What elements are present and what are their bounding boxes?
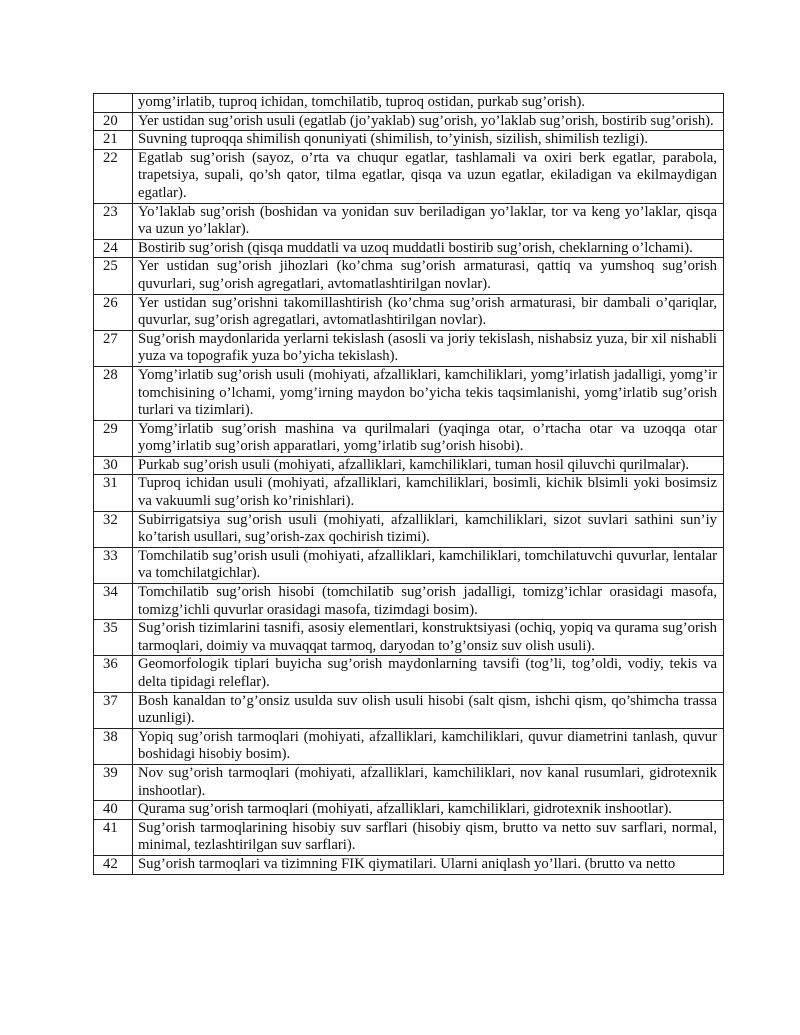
row-topic-text: Sug’orish tarmoqlari va tizimning FIK qiymatilari. Ularni aniqlash yo’llari. (brutto va netto — [133, 855, 724, 874]
row-topic-text: Tuproq ichidan usuli (mohiyati, afzalliklari, kamchiliklari, bosimli, kichik blsimli yoki bosimsiz va vakuumli sug’orish ko’rinishlari). — [133, 475, 724, 511]
row-number: 42 — [94, 855, 133, 874]
table-row — [94, 420, 724, 456]
table-row — [94, 620, 724, 656]
row-topic-text: Yo’laklab sug’orish (boshidan va yonidan suv beriladigan yo’laklar, tor va keng yo’laklar, qisqa va uzun yo’laklar). — [133, 203, 724, 239]
table-row — [94, 258, 724, 294]
row-number: 36 — [94, 656, 133, 692]
row-topic-text: Sug’orish tarmoqlarining hisobiy suv sarflari (hisobiy qism, brutto va netto suv sarflari, normal, minimal, tezlashtirilgan suv sarflari). — [133, 819, 724, 855]
table-row — [94, 764, 724, 800]
table-row — [94, 112, 724, 131]
table-row — [94, 511, 724, 547]
table-row — [94, 330, 724, 366]
row-topic-text: Subirrigatsiya sug’orish usuli (mohiyati, afzalliklari, kamchiliklari, sizot suvlari sathini sun’iy ko’tarish usullari, sug’orish-zax qochirish tizimi). — [133, 511, 724, 547]
row-number: 32 — [94, 511, 133, 547]
row-number — [94, 94, 133, 113]
row-number: 34 — [94, 584, 133, 620]
row-number: 38 — [94, 728, 133, 764]
row-number: 41 — [94, 819, 133, 855]
table-row — [94, 131, 724, 150]
row-number: 30 — [94, 456, 133, 475]
table-row — [94, 294, 724, 330]
row-number: 23 — [94, 203, 133, 239]
row-topic-text: Nov sug’orish tarmoqlari (mohiyati, afzalliklari, kamchiliklari, nov kanal rusumlari, gidrotexnik inshootlar). — [133, 764, 724, 800]
row-number: 25 — [94, 258, 133, 294]
row-topic-text: Sug’orish tizimlarini tasnifi, asosiy elementlari, konstruktsiyasi (ochiq, yopiq va qurama sug’orish tarmoqlari, doimiy va muvaqqat tarmoq, daryodan to’g’onsiz suv olish usuli). — [133, 620, 724, 656]
row-topic-text: Yer ustidan sug’orish jihozlari (ko’chma sug’orish armaturasi, qattiq va yumshoq sug’orish quvurlari, sug’orish agregatlari, avtomatlashtirilgan novlar). — [133, 258, 724, 294]
row-topic-text: Yomg’irlatib sug’orish mashina va qurilmalari (yaqinga otar, o’rtacha otar va uzoqqa otar yomg’irlatib sug’orish apparatlari, yomg’irlatib sug’orish hisobi). — [133, 420, 724, 456]
row-topic-text: yomg’irlatib, tuproq ichidan, tomchilatib, tuproq ostidan, purkab sug’orish). — [133, 94, 724, 113]
table-row — [94, 456, 724, 475]
row-topic-text: Suvning tuproqqa shimilish qonuniyati (shimilish, to’yinish, sizilish, shimilish tezligi). — [133, 131, 724, 150]
table-row — [94, 547, 724, 583]
row-topic-text: Yer ustidan sug’orishni takomillashtirish (ko’chma sug’orish armaturasi, bir dambali o’qariqlar, quvurlar, sug’orish agregatlari, avtomatlashtirilgan novlar). — [133, 294, 724, 330]
row-topic-text: Egatlab sug’orish (sayoz, o’rta va chuqur egatlar, tashlamali va oxiri berk egatlar, parabola, trapetsiya, supali, qo’sh qator, tilma egatlar, qisqa va uzun egatlar, ekiladigan va ekilmaydigan egatlar). — [133, 149, 724, 203]
row-number: 37 — [94, 692, 133, 728]
table-row — [94, 855, 724, 874]
row-number: 21 — [94, 131, 133, 150]
table-row — [94, 239, 724, 258]
row-number: 28 — [94, 366, 133, 420]
table-row — [94, 801, 724, 820]
row-number: 29 — [94, 420, 133, 456]
table-row — [94, 475, 724, 511]
row-topic-text: Tomchilatib sug’orish usuli (mohiyati, afzalliklari, kamchiliklari, tomchilatuvchi quvurlar, lentalar va tomchilatgichlar). — [133, 547, 724, 583]
table-row — [94, 728, 724, 764]
topics-table — [93, 93, 724, 875]
row-topic-text: Yer ustidan sug’orish usuli (egatlab (jo’yaklab) sug’orish, yo’laklab sug’orish, bostirib sug’orish). — [133, 112, 724, 131]
table-row — [94, 692, 724, 728]
row-topic-text: Bosh kanaldan to’g’onsiz usulda suv olish usuli hisobi (salt qism, ishchi qism, qo’shimcha trassa uzunligi). — [133, 692, 724, 728]
row-number: 22 — [94, 149, 133, 203]
row-number: 39 — [94, 764, 133, 800]
row-number: 31 — [94, 475, 133, 511]
row-topic-text: Geomorfologik tiplari buyicha sug’orish maydonlarning tavsifi (tog’li, tog’oldi, vodiy, tekis va delta tipidagi releflar). — [133, 656, 724, 692]
row-topic-text: Qurama sug’orish tarmoqlari (mohiyati, afzalliklari, kamchiliklari, gidrotexnik inshootlar). — [133, 801, 724, 820]
row-topic-text: Purkab sug’orish usuli (mohiyati, afzalliklari, kamchiliklari, tuman hosil qiluvchi qurilmalar). — [133, 456, 724, 475]
row-number: 40 — [94, 801, 133, 820]
table-row — [94, 366, 724, 420]
row-number: 26 — [94, 294, 133, 330]
row-number: 24 — [94, 239, 133, 258]
row-topic-text: Bostirib sug’orish (qisqa muddatli va uzoq muddatli bostirib sug’orish, cheklarning o’lchami). — [133, 239, 724, 258]
row-number: 33 — [94, 547, 133, 583]
row-topic-text: Yopiq sug’orish tarmoqlari (mohiyati, afzalliklari, kamchiliklari, quvur diametrini tanlash, quvur boshidagi hisobiy bosim). — [133, 728, 724, 764]
row-number: 20 — [94, 112, 133, 131]
table-row — [94, 94, 724, 113]
table-row — [94, 819, 724, 855]
table-row — [94, 203, 724, 239]
table-row — [94, 584, 724, 620]
row-topic-text: Yomg’irlatib sug’orish usuli (mohiyati, afzalliklari, kamchiliklari, yomg’irlatish jadalligi, yomg’ir tomchisining o’lchami, yomg’irning maydon bo’yicha tekis taqsimlanishi, yomg’irlatib sug’orish turlari va tizimlari). — [133, 366, 724, 420]
row-number: 35 — [94, 620, 133, 656]
row-topic-text: Sug’orish maydonlarida yerlarni tekislash (asosli va joriy tekislash, nishabsiz yuza, bir xil nishabli yuza va topografik yuza bo’yicha tekislash). — [133, 330, 724, 366]
table-row — [94, 656, 724, 692]
topics-table-body — [94, 94, 724, 875]
row-topic-text: Tomchilatib sug’orish hisobi (tomchilatib sug’orish jadalligi, tomizg’ichlar orasidagi masofa, tomizg’ichli quvurlar orasidagi masofa, tizimdagi bosim). — [133, 584, 724, 620]
row-number: 27 — [94, 330, 133, 366]
table-row — [94, 149, 724, 203]
